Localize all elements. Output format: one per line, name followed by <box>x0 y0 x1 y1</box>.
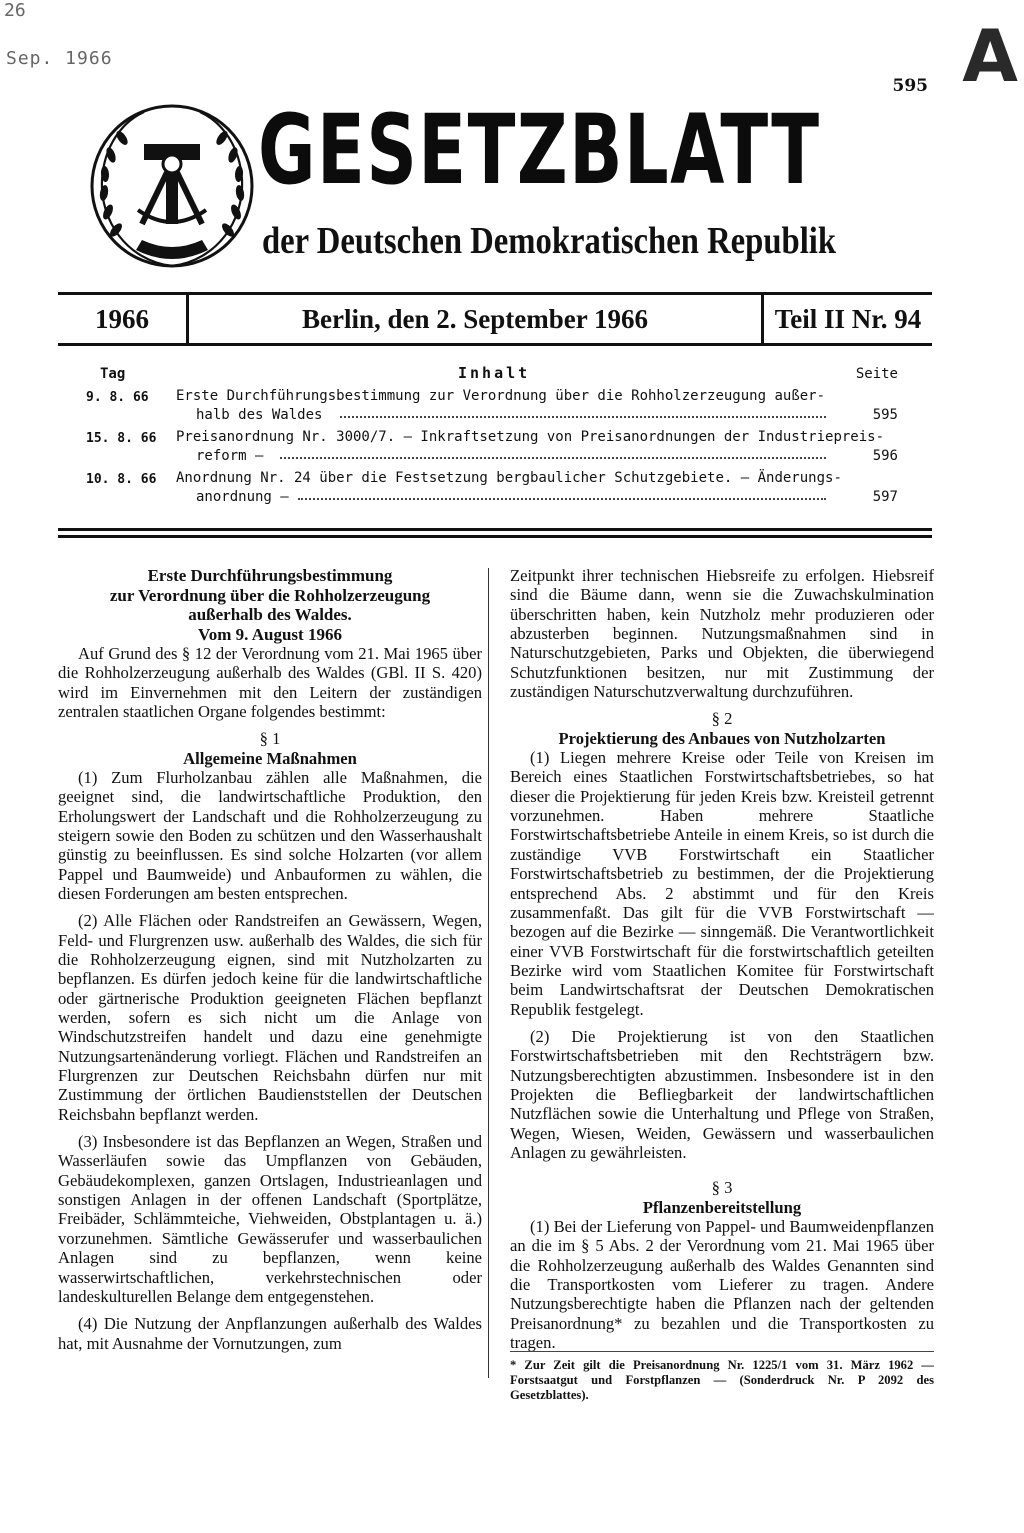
left-column <box>58 566 482 1353</box>
toc-row-page: 596 <box>872 448 898 464</box>
section-2-number: § 2 <box>711 709 733 729</box>
section-divider-rule <box>58 528 932 538</box>
toc-row-title-cont: reform — <box>196 448 264 464</box>
masthead-title: GESETZBLATT <box>258 94 821 206</box>
section-1-heading: Allgemeine Maßnahmen <box>183 748 357 768</box>
footnote: * Zur Zeit gilt die Preisanordnung Nr. 1225/1 vom 31. März 1962 — Forstsaatgut und Forstpflanzen — (Sonderdruck Nr. P 2092 des Gesetzblattes). <box>510 1351 934 1404</box>
toc-row-date: 15. 8. 66 <box>86 431 157 446</box>
section-1-paragraph-1: (1) Zum Flurholzanbau zählen alle Maßnahmen, die geeignet sind, die landwirtschaftliche Produktion, den Erholungswert der Landschaft und die Rohholzerzeugung zu steigern sowie den Boden zu schützen und den Wasserhaushalt günstig zu beeinflussen. Es sind solche Holzarten (vor allem Pappel und Baumweide) und Anbauformen zu wählen, die diesen Forderungen am besten entsprechen. <box>58 767 482 903</box>
section-3-heading: Pflanzenbereitstellung <box>642 1197 802 1217</box>
section-1-paragraph-2: (2) Alle Flächen oder Randstreifen an Gewässern, Wegen, Feld- und Flurgrenzen usw. außerhalb des Waldes, die sich für die Rohholzerzeugung eignen, sind mit Nutzholzarten zu bepflanzen. Es dürfen jedoch keine für die landwirtschaftliche oder gärtnerische Produktion geeigneten Flächen bepflanzt werden, sofern es sich nicht um die Anlage von Windschutzstreifen handelt und dazu eine genehmigte Nutzungsartenänderung vorliegt. Flächen und Randstreifen an Flurgrenzen zur Deutschen Reichsbahn dürfen nur mit Zustimmung der örtlichen Baudienststellen der Deutschen Reichsbahn bepflanzt werden. <box>58 911 482 1124</box>
issue-year: 1966 <box>58 295 189 343</box>
toc-row-title-cont: anordnung — <box>196 489 289 505</box>
section-1-paragraph-4-continued: Zeitpunkt ihrer technischen Hiebsreife zu erfolgen. Hiebsreif sind die Bäume dann, wenn sie die Zuwachskulmination überschritten haben, kein Nutzholz mehr produzieren oder abzusterben beginnen. Nutzungsmaßnahmen sind in Naturschutzgebieten, Parks und Objekten, die überwiegend Schutzfunktionen besitzen, nur mit Zustimmung der zuständigen Naturschutzverwaltung durchzuführen. <box>510 566 934 702</box>
toc-row-title: Preisanordnung Nr. 3000/7. — Inkraftsetzung von Preisanordnungen der Industriepreis- <box>176 429 885 445</box>
section-1-number: § 1 <box>259 729 281 749</box>
toc-row <box>58 429 932 470</box>
regulation-title-line: Erste Durchführungsbestimmung <box>147 566 393 585</box>
right-column <box>510 566 934 1352</box>
issue-part-number: Teil II Nr. 94 <box>774 303 922 334</box>
toc-header-title: Inhalt <box>458 364 531 382</box>
ddr-state-emblem-icon <box>86 100 258 272</box>
page-number: 595 <box>892 76 928 96</box>
margin-handwritten-number: 26 <box>4 0 26 21</box>
section-3-paragraph-1: (1) Bei der Lieferung von Pappel- und Baumweidenpflanzen an die im § 5 Abs. 2 der Verordnung vom 21. Mai 1965 über die Rohholzerzeugung außerhalb des Waldes Genannten sind die Transportkosten vom Lieferer zu tragen. Andere Nutzungsberechtigte haben die Pflanzen nach der geltenden Preisanordnung* zu bezahlen und die Transportkosten zu tragen. <box>510 1217 934 1353</box>
section-1-paragraph-3: (3) Insbesondere ist das Bepflanzen an Wegen, Straßen und Wasserläufen sowie das Umpflanzen von Gebäuden, Gebäudekomplexen, ganzen Ortslagen, Industrieanlagen und sonstigen Anlagen in der offenen Landschaft (Sportplätze, Freibäder, Schlämmteiche, Viehweiden, Obstplantagen u. ä.) vorzunehmen. Sämtliche Gewässerufer und wasserbaulichen Anlagen sind zu bepflanzen, wenn keine wasserwirtschaftlichen, verkehrstechnischen oder landeskulturellen Belange dem entgegenstehen. <box>58 1132 482 1306</box>
section-2-paragraph-2: (2) Die Projektierung ist von den Staatlichen Forstwirtschaftsbetrieben mit den Rechtsträgern bzw. Nutzungsberechtigten abzustimmen. Insbesondere ist in den Projekten die Befliegbarkeit der landwirtschaftlichen Nutzflächen sowie die Unterhaltung und Pflege von Straßen, Wegen, Wiesen, Weiden, Gewässern und wasserbaulichen Anlagen zu gewährleisten. <box>510 1026 934 1162</box>
toc-leader-dots <box>298 498 826 500</box>
corner-letter-mark: A <box>962 14 1018 98</box>
toc-leader-dots <box>340 416 826 418</box>
toc-row-page: 597 <box>872 489 898 505</box>
preamble-paragraph: Auf Grund des § 12 der Verordnung vom 21. Mai 1965 über die Rohholzerzeugung außerhalb des Waldes (GBl. II S. 420) wird im Einvernehmen mit den Leitern der zuständigen zentralen staatlichen Organe folgendes bestimmt: <box>58 643 482 721</box>
toc-header-page: Seite <box>855 366 898 382</box>
section-3-number: § 3 <box>711 1178 733 1198</box>
toc-leader-dots <box>280 457 826 459</box>
toc-row <box>58 470 932 511</box>
section-2-paragraph-1: (1) Liegen mehrere Kreise oder Teile von Kreisen im Bereich eines Staatlichen Forstwirtschaftsbetriebes, so hat dieser die Projektierung für jeden Kreis bzw. Kreisteil getrennt vorzunehmen. Haben mehrere Staatliche Forstwirtschaftsbetriebe Anteile in einem Kreis, so ist durch die zuständige VVB Forstwirtschaft ein Staatlicher Forstwirtschaftsbetrieb zu bestimmen, der die Projektierung entsprechend Abs. 2 abstimmt und für den Kreis zusammenfaßt. Das gilt für die VVB Forstwirtschaft — bezogen auf die Bezirke — sinngemäß. Die Verantwortlichkeit einer VVB Forstwirtschaft für die forstwirtschaftlich geteilten Bezirke wird vom Staatlichen Komitee für Forstwirtschaft beim Landwirtschaftsrat der Deutschen Demokratischen Republik festgelegt. <box>510 748 934 1019</box>
table-of-contents <box>58 360 932 511</box>
section-1-paragraph-4: (4) Die Nutzung der Anpflanzungen außerhalb des Waldes hat, mit Ausnahme der Vornutzungen, zum <box>58 1314 482 1353</box>
toc-header <box>58 360 932 388</box>
toc-row-date: 10. 8. 66 <box>86 472 157 487</box>
issue-place-date: Berlin, den 2. September 1966 <box>189 295 764 343</box>
section-2-heading: Projektierung des Anbaues von Nutzholzarten <box>558 728 886 748</box>
toc-row-title: Erste Durchführungsbestimmung zur Verordnung über die Rohholzerzeugung außer- <box>176 388 826 404</box>
toc-row-title: Anordnung Nr. 24 über die Festsetzung bergbaulicher Schutzgebiete. — Änderungs- <box>176 470 842 486</box>
regulation-date: Vom 9. August 1966 <box>198 624 342 644</box>
regulation-title-line: zur Verordnung über die Rohholzerzeugung <box>109 585 431 605</box>
toc-header-date: Tag <box>100 366 126 382</box>
issue-info-bar <box>58 292 932 346</box>
masthead-subtitle: der Deutschen Demokratischen Republik <box>262 220 837 262</box>
date-stamp: Sep. 1966 <box>6 48 113 69</box>
regulation-title-line: außerhalb des Waldes. <box>188 605 352 624</box>
toc-row <box>58 388 932 429</box>
toc-row-page: 595 <box>872 407 898 423</box>
toc-row-date: 9. 8. 66 <box>86 390 149 405</box>
column-divider <box>488 568 489 1378</box>
toc-row-title-cont: halb des Waldes <box>196 407 323 423</box>
